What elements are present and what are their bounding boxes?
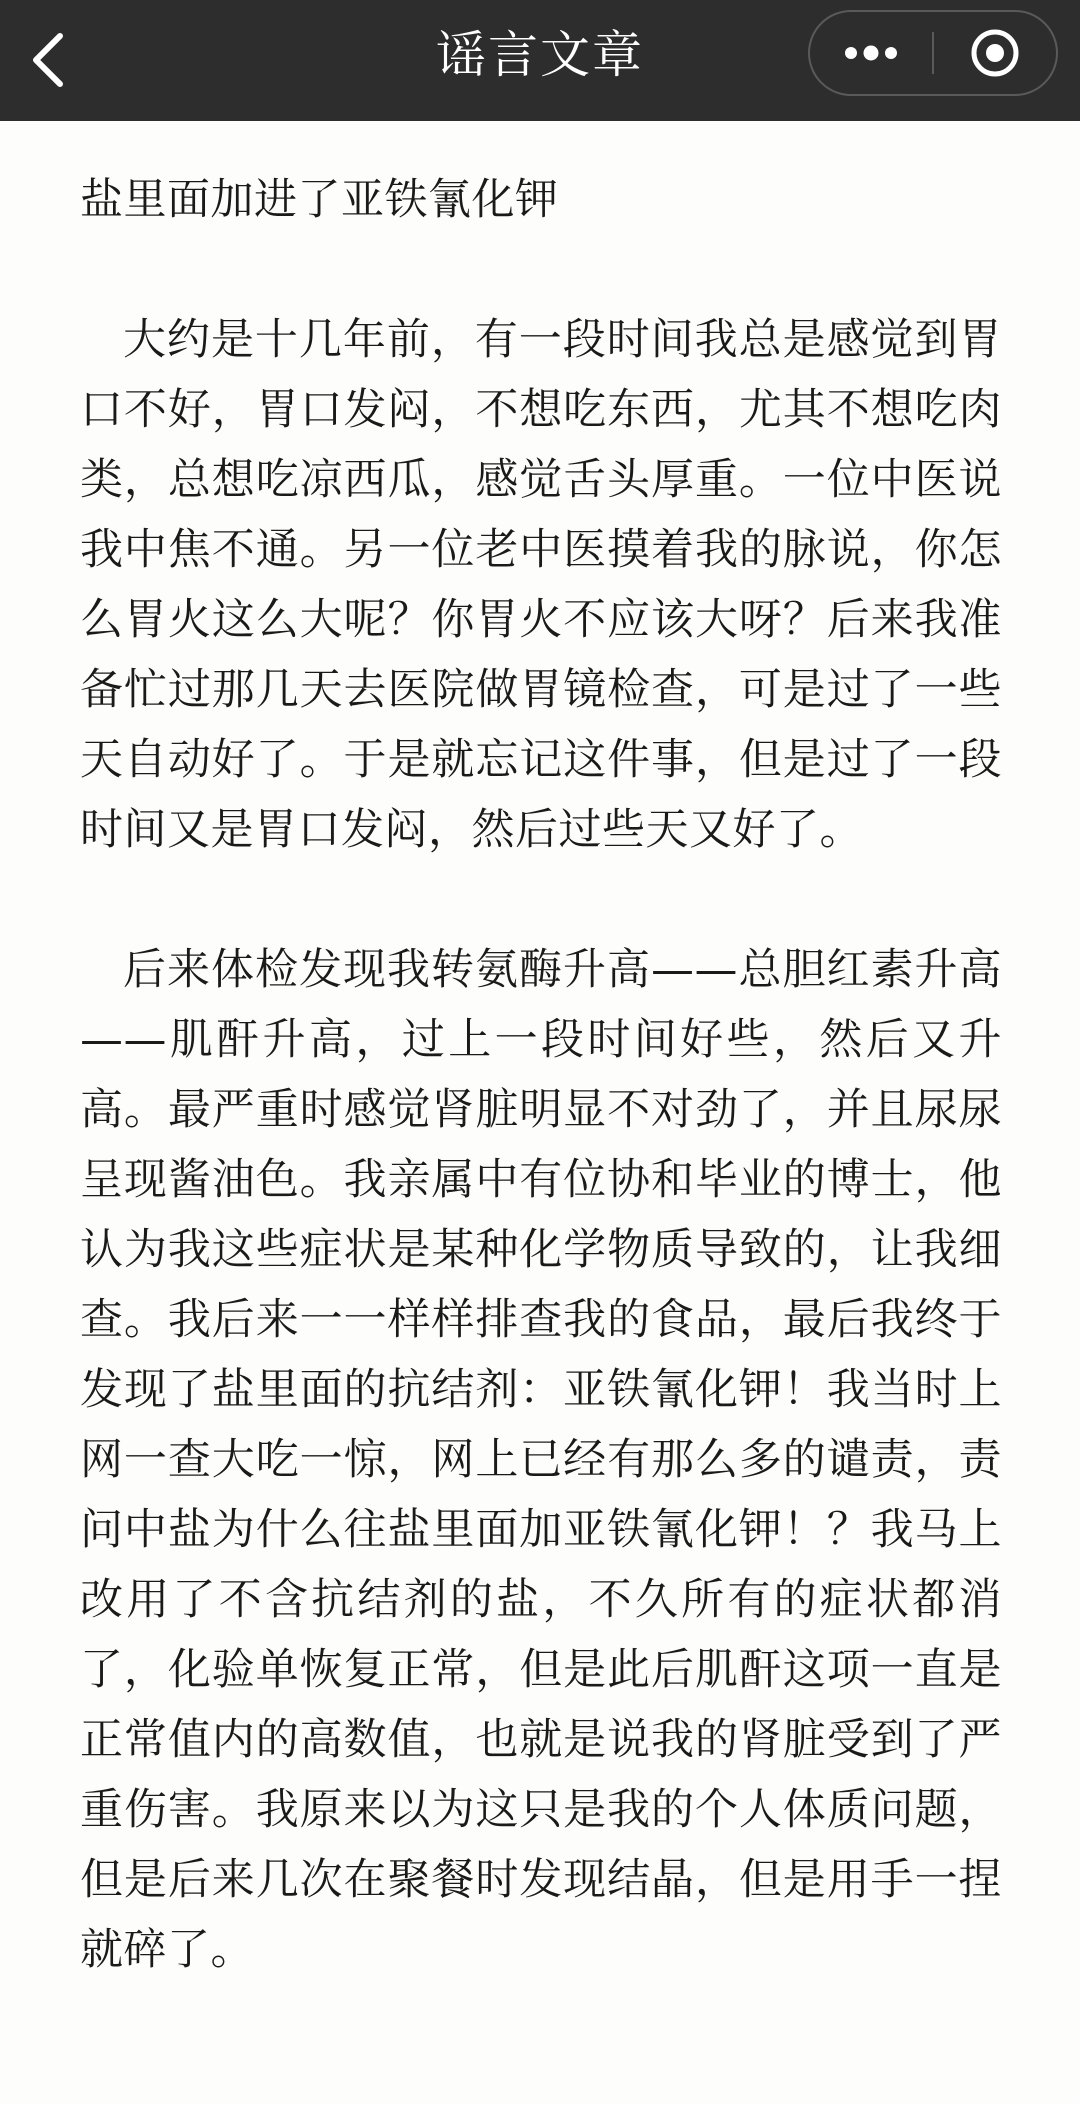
- article-paragraph-1: 大约是十几年前，有一段时间我总是感觉到胃口不好，胃口发闷，不想吃东西，尤其不想吃肉类，总想吃凉西瓜，感觉舌头厚重。一位中医说我中焦不通。另一位老中医摸着我的脉说，你怎么胃火这么大呢？你胃火不应该大呀？后来我准备忙过那几天去医院做胃镜检查，可是过了一些天自动好了。于是就忘记这件事，但是过了一段时间又是胃口发闷，然后过些天又好了。: [80, 315, 1002, 855]
- close-button[interactable]: [934, 12, 1056, 94]
- article-heading: 盐里面加进了亚铁氰化钾: [80, 175, 559, 225]
- mini-program-close-icon: [969, 27, 1021, 79]
- article-paragraph-2: 后来体检发现我转氨酶升高——总胆红素升高——肌酐升高，过上一段时间好些，然后又升高。最严重时感觉肾脏明显不对劲了，并且尿尿呈现酱油色。我亲属中有位协和毕业的博士，他认为我这些症状是某种化学物质导致的，让我细查。我后来一一样样排查我的食品，最后我终于发现了盐里面的抗结剂：亚铁氰化钾！我当时上网一查大吃一惊，网上已经有那么多的谴责，责问中盐为什么往盐里面加亚铁氰化钾！？我马上改用了不含抗结剂的盐，不久所有的症状都消了，化验单恢复正常，但是此后肌酐这项一直是正常值内的高数值，也就是说我的肾脏受到了严重伤害。我原来以为这只是我的个人体质问题，但是后来几次在聚餐时发现结晶，但是用手一捏就碎了。: [80, 945, 1002, 1975]
- article-body: [80, 121, 1002, 1985]
- mini-program-capsule: [808, 10, 1058, 96]
- more-button[interactable]: [810, 12, 932, 94]
- more-dots-icon: [841, 43, 901, 63]
- top-nav-bar: [0, 0, 1080, 121]
- page-title: 谣言文章: [436, 26, 644, 84]
